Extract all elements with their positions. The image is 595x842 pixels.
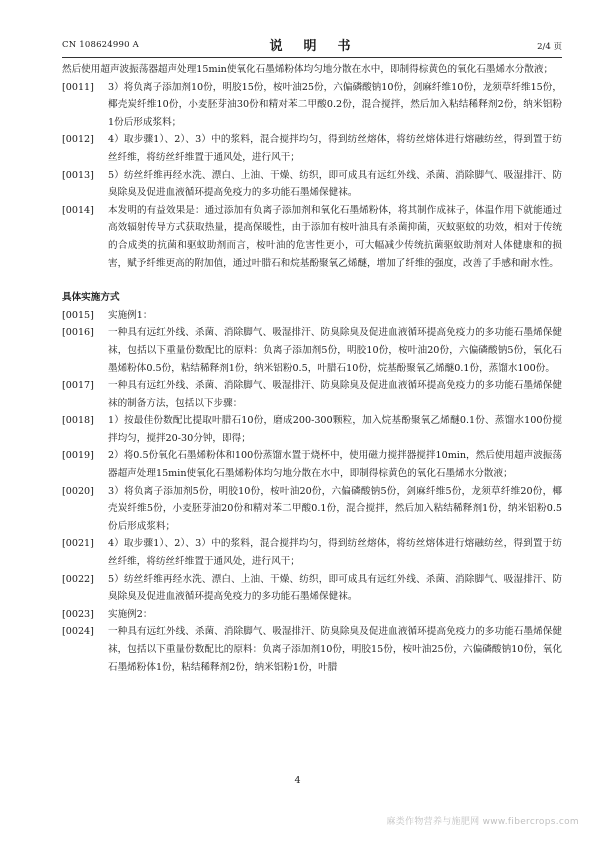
paragraph-text: 一种具有远红外线、杀菌、消除脚气、吸湿排汗、防臭除臭及促进血液循环提高免疫力的多功能石墨烯保健袜，包括以下重量份数配比的原料：负离子添加剂5份，明胶10份，桉叶油20份，六偏磷酸钠5份，氧化石墨烯粉体0.5份，粘结稀释剂1份，纳米铝粉0.5，叶腊石10份，烷基酚聚氧乙烯醚0.1份，蒸馏水100份。 xyxy=(108,327,562,374)
header-rule xyxy=(62,57,562,58)
paragraph-number: [0012] xyxy=(62,134,94,146)
paragraph-number: [0013] xyxy=(62,169,94,181)
paragraph-number: [0022] xyxy=(62,573,94,585)
paragraph-text: 1）按最佳份数配比提取叶腊石10份，磨成200-300颗粒，加入烷基酚聚氧乙烯醚0.1份、蒸馏水100份搅拌均匀，搅拌20-30分钟，即得； xyxy=(108,415,562,444)
website-watermark: 麻类作物营养与施肥网 www.fibercrops.com xyxy=(386,817,579,827)
paragraph-text: 一种具有远红外线、杀菌、消除脚气、吸湿排汗、防臭除臭及促进血液循环提高免疫力的多功能石墨烯保健袜的制备方法，包括以下步骤： xyxy=(108,380,562,409)
paragraph xyxy=(62,324,562,377)
paragraph-number: [0023] xyxy=(62,608,94,620)
paragraph xyxy=(62,535,562,570)
paragraph xyxy=(62,447,562,482)
paragraph-text: 2）将0.5份氧化石墨烯粉体和100份蒸馏水置于烧杯中，使用磁力搅拌器搅拌10min，然后使用超声波振荡器超声处理15min使氧化石墨烯粉体均匀地分散在水中，即制得棕黄色的氧化石墨烯水分散液； xyxy=(108,450,562,480)
paragraph xyxy=(62,202,562,272)
section-heading: 具体实施方式 xyxy=(62,292,120,304)
paragraph xyxy=(62,571,562,606)
paragraph xyxy=(62,167,562,202)
page-header xyxy=(62,35,562,53)
paragraph-text: 本发明的有益效果是：通过添加有负离子添加剂和氧化石墨烯粉体，将其制作成袜子，体温作用下就能通过高效辐射传导方式获取热量，提高保暖性，由于添加有桉叶油具有杀菌抑菌，灭蚊驱蚊的功效，相对于传统的合成类的抗菌和驱蚊助剂而言，桉叶油的危害性更小，可大幅减少传统抗菌驱蚊助剂对人体健康和的损害，赋予纤维更高的附加值，通过叶腊石和烷基酚聚氧乙烯醚，增加了纤维的强度，改善了手感和耐水性。 xyxy=(108,204,562,269)
paragraph xyxy=(62,606,562,624)
paragraph-number: [0019] xyxy=(62,450,94,462)
page-indicator: 2/4 页 xyxy=(537,42,562,52)
paragraph-text: 4）取步骤1）、2）、3）中的浆料，混合搅拌均匀，得到纺丝熔体，将纺丝熔体进行熔融纺丝，得到置于纺丝纤维，将纺丝纤维置于通风处，进行风干； xyxy=(108,134,562,163)
continued-paragraph: 然后使用超声波振荡器超声处理15min使氧化石墨烯粉体均匀地分散在水中，即制得棕黄色的氧化石墨烯水分散液； xyxy=(62,64,554,75)
paragraph-text: 实施例1： xyxy=(108,309,153,321)
paragraph-number: [0018] xyxy=(62,415,94,427)
paragraph-text: 一种具有远红外线、杀菌、消除脚气、吸湿排汗、防臭除臭及促进血液循环提高免疫力的多功能石墨烯保健袜，包括以下重量份数配比的原料：负离子添加剂10份，明胶15份，桉叶油25份，六偏磷酸钠10份，氧化石墨烯粉体1份，粘结稀释剂2份，纳米铝粉1份，叶腊 xyxy=(108,626,562,673)
paragraph-number: [0016] xyxy=(62,327,94,339)
paragraph-number: [0011] xyxy=(62,81,94,93)
paragraph-number: [0020] xyxy=(62,485,94,497)
paragraph xyxy=(62,412,562,447)
paragraph xyxy=(62,79,562,132)
page-number: 4 xyxy=(294,775,301,786)
patent-number: CN 108624990 A xyxy=(62,40,139,50)
paragraph-number: [0024] xyxy=(62,626,94,638)
description-body xyxy=(62,61,562,676)
paragraph xyxy=(62,483,562,536)
paragraph-text: 实施例2： xyxy=(108,608,153,620)
paragraph-number: [0017] xyxy=(62,380,94,392)
paragraph-text: 3）将负离子添加剂10份，明胶15份，桉叶油25份，六偏磷酸钠10份，剑麻纤维10份，龙须草纤维15份，椰壳炭纤维10份，小麦胚芽油30份和精对苯二甲酸0.2份，混合搅拌，然后加入粘结稀释剂2份，纳米铝粉1份后形成浆料； xyxy=(108,81,562,128)
paragraph xyxy=(62,307,562,325)
paragraph xyxy=(62,131,562,166)
paragraph xyxy=(62,377,562,412)
paragraph-text: 5）纺丝纤维再经水洗、漂白、上油、干燥、纺织，即可成具有远红外线、杀菌、消除脚气、吸湿排汗、防臭除臭及促进血液循环提高免疫力的多功能石墨烯保健袜。 xyxy=(108,169,562,199)
paragraph-text: 4）取步骤1）、2）、3）中的浆料，混合搅拌均匀，得到纺丝熔体，将纺丝熔体进行熔融纺丝，得到置于纺丝纤维，将纺丝纤维置于通风处，进行风干； xyxy=(108,538,562,568)
document-title: 说 明 书 xyxy=(269,39,355,54)
paragraph-number: [0014] xyxy=(62,204,94,216)
paragraph-number: [0021] xyxy=(62,538,94,550)
paragraph-text: 5）纺丝纤维再经水洗、漂白、上油、干燥、纺织，即可成具有远红外线、杀菌、消除脚气、吸湿排汗、防臭除臭及促进血液循环提高免疫力的多功能石墨烯保健袜。 xyxy=(108,573,562,603)
paragraph xyxy=(62,623,562,676)
paragraph-text: 3）将负离子添加剂5份，明胶10份，桉叶油20份，六偏磷酸钠5份，剑麻纤维5份，龙须草纤维20份，椰壳炭纤维5份，小麦胚芽油20份和精对苯二甲酸0.1份，混合搅拌，然后加入粘结稀释剂1份，纳米铝粉0.5份后形成浆料； xyxy=(108,485,562,532)
paragraph-number: [0015] xyxy=(62,309,94,321)
